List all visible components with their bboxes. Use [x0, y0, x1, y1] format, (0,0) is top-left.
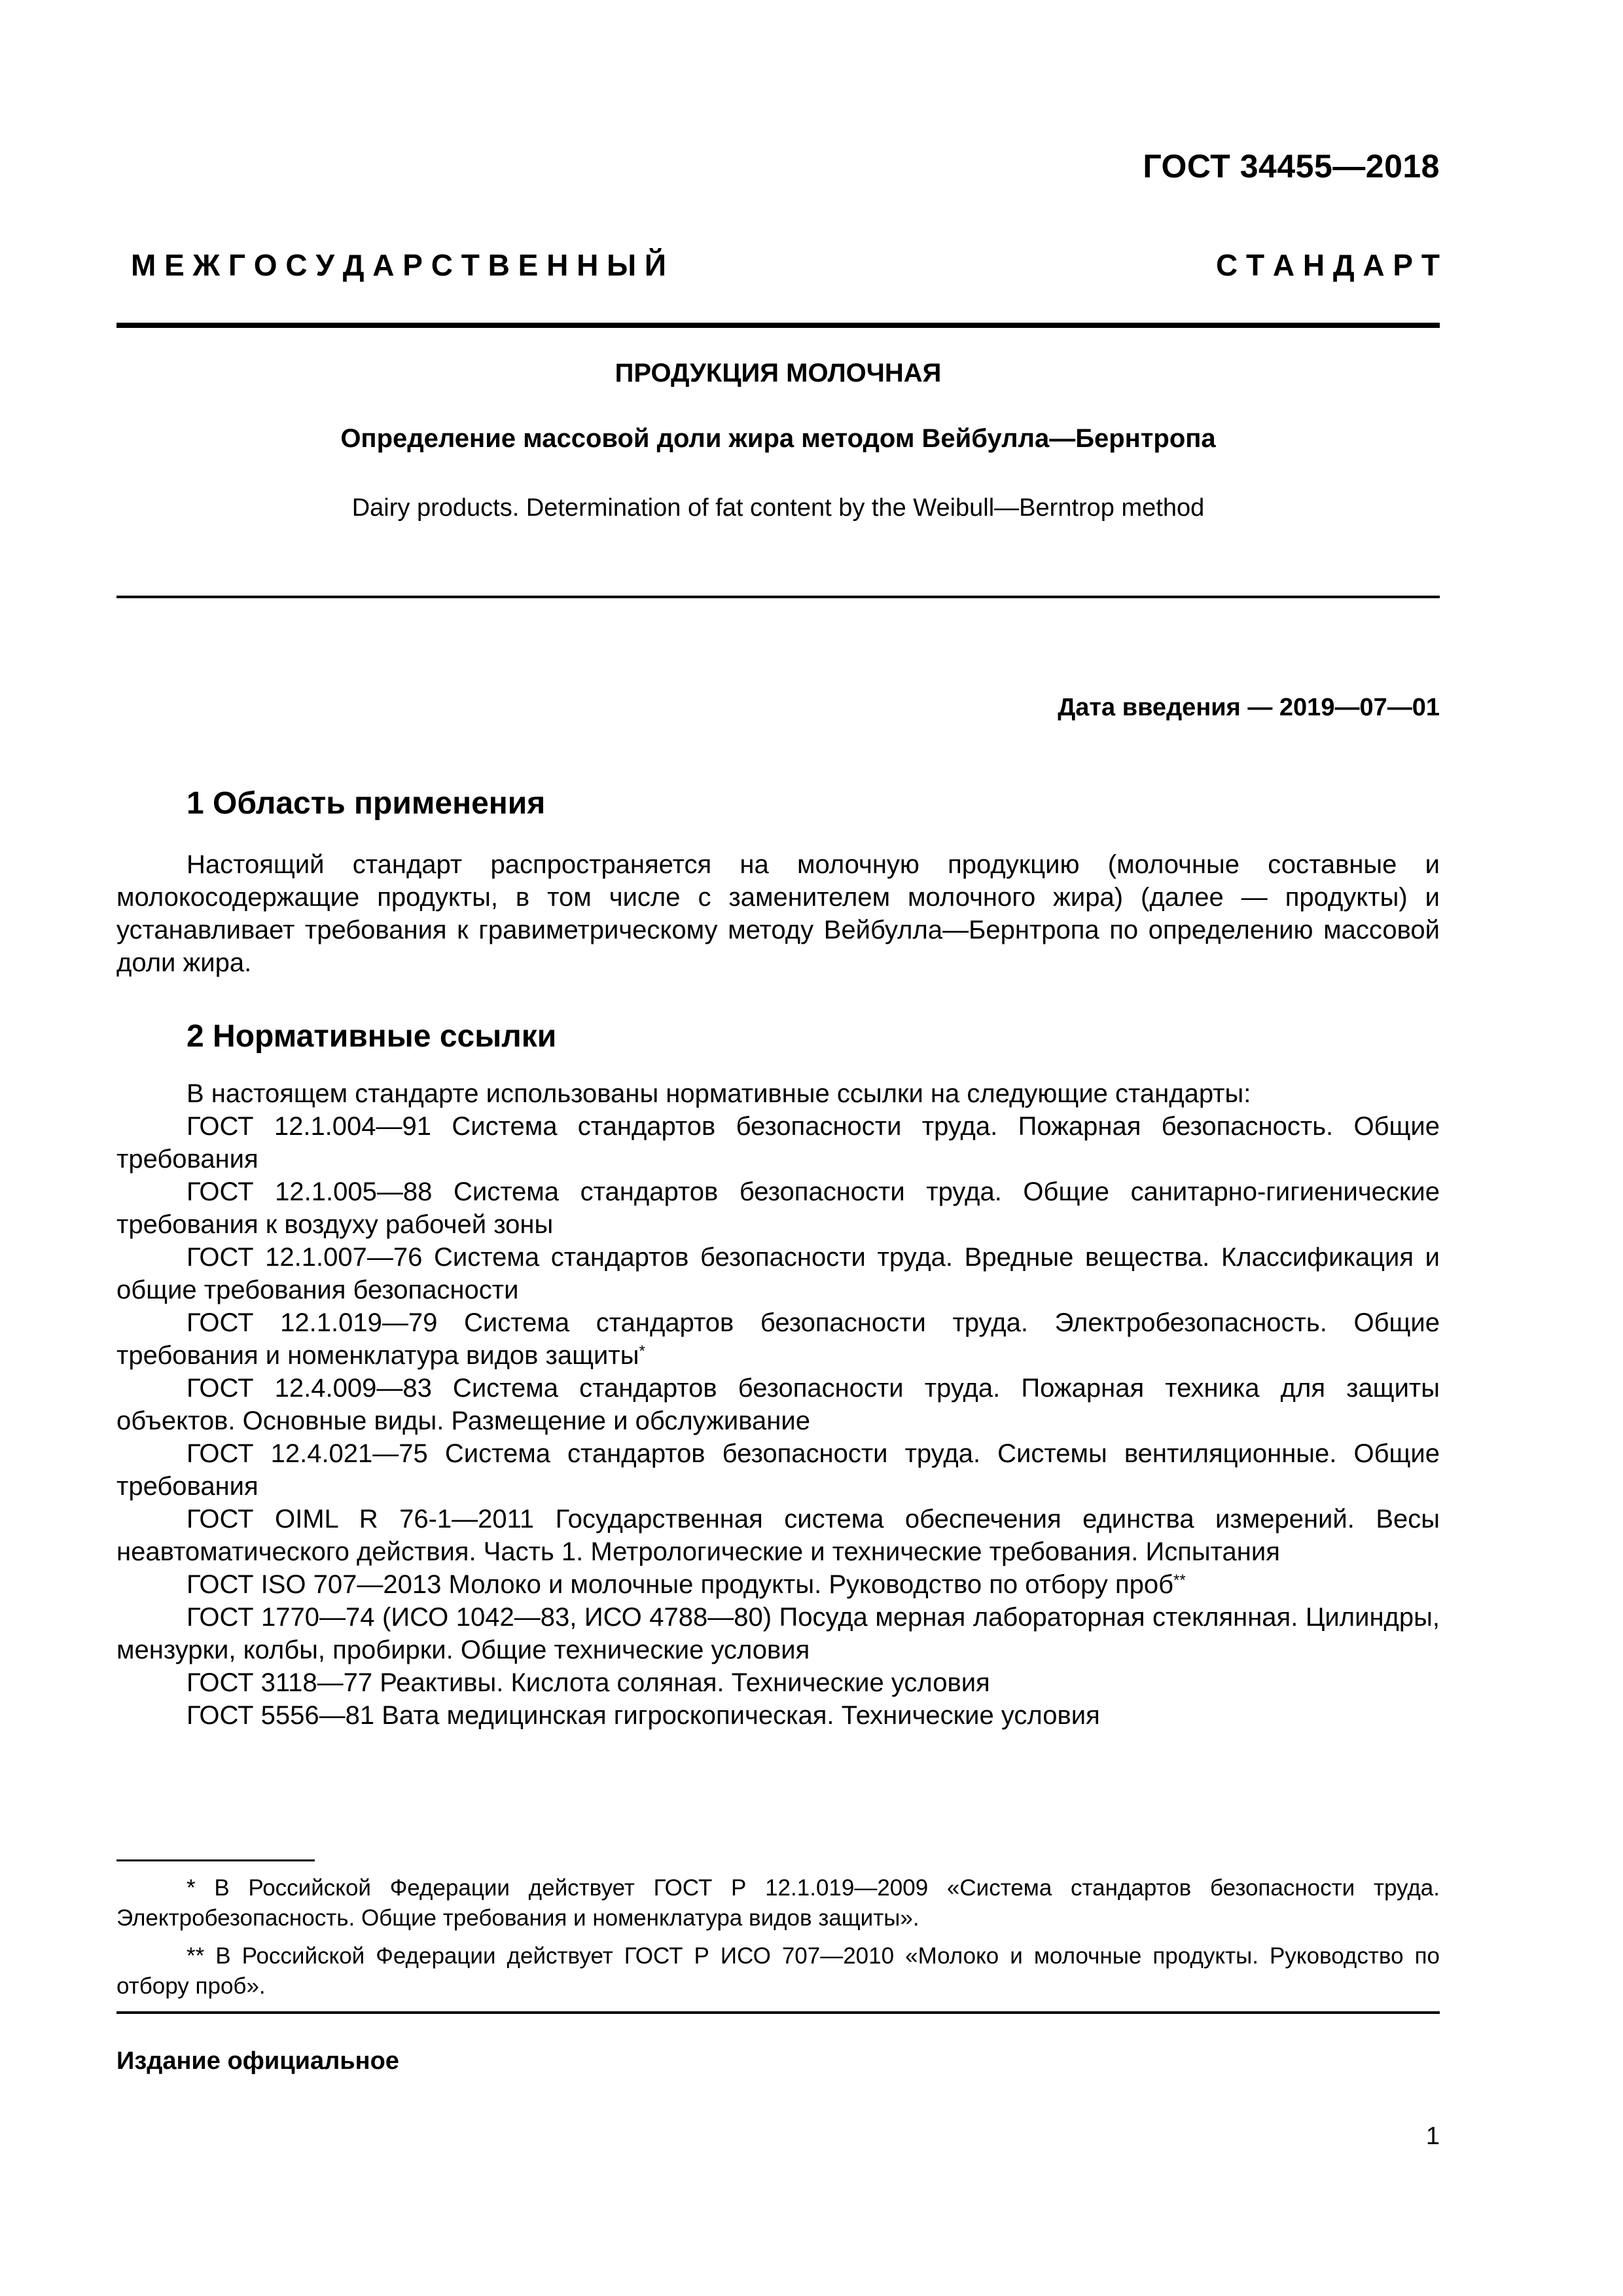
- title-main: ПРОДУКЦИЯ МОЛОЧНАЯ: [615, 359, 942, 387]
- reference-item: ГОСТ 1770—74 (ИСО 1042—83, ИСО 4788—80) Посуда мерная лабораторная стеклянная. Цилиндры, мензурки, колбы, пробирки. Общие технические условия: [116, 1603, 1440, 1664]
- footnote-2: ** В Российской Федерации действует ГОСТ Р ИСО 707—2010 «Молоко и молочные продукты. Руководство по отбору проб».: [116, 1943, 1440, 1999]
- section-1-paragraph: Настоящий стандарт распространяется на молочную продукцию (молочные составные и молокосодержащие продукты, в том числе с заменителем молочного жира) (далее — продукты) и устанавливает требования к гравиметрическому методу Вейбулла—Бернтропа по определению массовой доли жира.: [116, 850, 1440, 977]
- footnote-marker: **: [1173, 1571, 1186, 1589]
- footer-rule: [116, 2011, 1440, 2014]
- footnote-marker: *: [639, 1342, 645, 1360]
- section-2-heading: 2 Нормативные ссылки: [187, 1019, 557, 1054]
- section-1-body: [116, 848, 1440, 979]
- section-1-heading: 1 Область применения: [187, 786, 546, 821]
- standard-word: С Т А Н Д А Р Т: [1216, 248, 1440, 282]
- reference-item: ГОСТ 3118—77 Реактивы. Кислота соляная. Технические условия: [187, 1668, 990, 1697]
- reference-item: ГОСТ 12.4.021—75 Система стандартов безопасности труда. Системы вентиляционные. Общие требования: [116, 1439, 1440, 1501]
- reference-item: ГОСТ 5556—81 Вата медицинская гигроскопическая. Технические условия: [187, 1701, 1100, 1730]
- reference-item: ГОСТ ISO 707—2013 Молоко и молочные продукты. Руководство по отбору проб**: [187, 1570, 1186, 1599]
- section-2-body: [116, 1077, 1440, 1732]
- reference-item: ГОСТ 12.1.004—91 Система стандартов безопасности труда. Пожарная безопасность. Общие требования: [116, 1112, 1440, 1174]
- footnote-separator: [116, 1859, 315, 1861]
- edition-label: Издание официальное: [116, 2047, 399, 2075]
- footnotes: [116, 1873, 1440, 2009]
- reference-item: ГОСТ 12.4.009—83 Система стандартов безопасности труда. Пожарная техника для защиты объектов. Основные виды. Размещение и обслуживание: [116, 1374, 1440, 1435]
- reference-item: ГОСТ OIML R 76-1—2011 Государственная система обеспечения единства измерений. Весы неавтоматического действия. Часть 1. Метрологические и технические требования. Испытания: [116, 1505, 1440, 1566]
- introduction-date: Дата введения — 2019—07—01: [1058, 694, 1440, 721]
- reference-item: ГОСТ 12.1.019—79 Система стандартов безопасности труда. Электробезопасность. Общие требования и номенклатура видов защиты*: [116, 1308, 1440, 1370]
- page-number: 1: [1425, 2123, 1440, 2150]
- title-english: Dairy products. Determination of fat content by the Weibull—Berntrop method: [351, 494, 1205, 522]
- section-2-intro: В настоящем стандарте использованы нормативные ссылки на следующие стандарты:: [187, 1079, 1251, 1108]
- header-rule: [116, 323, 1440, 328]
- interstate-word: М Е Ж Г О С У Д А Р С Т В Е Н Н Ы Й: [131, 248, 666, 282]
- interstate-standard-label: [131, 247, 1440, 283]
- document-number: ГОСТ 34455—2018: [1143, 148, 1440, 185]
- title-rule: [116, 596, 1440, 598]
- reference-item: ГОСТ 12.1.005—88 Система стандартов безопасности труда. Общие санитарно-гигиенические требования к воздуху рабочей зоны: [116, 1177, 1440, 1239]
- footnote-1: * В Российской Федерации действует ГОСТ Р 12.1.019—2009 «Система стандартов безопасности труда. Электробезопасность. Общие требования и номенклатура видов защиты».: [116, 1875, 1440, 1931]
- reference-item: ГОСТ 12.1.007—76 Система стандартов безопасности труда. Вредные вещества. Классификация и общие требования безопасности: [116, 1243, 1440, 1304]
- title-subtitle: Определение массовой доли жира методом Вейбулла—Бернтропа: [340, 424, 1216, 453]
